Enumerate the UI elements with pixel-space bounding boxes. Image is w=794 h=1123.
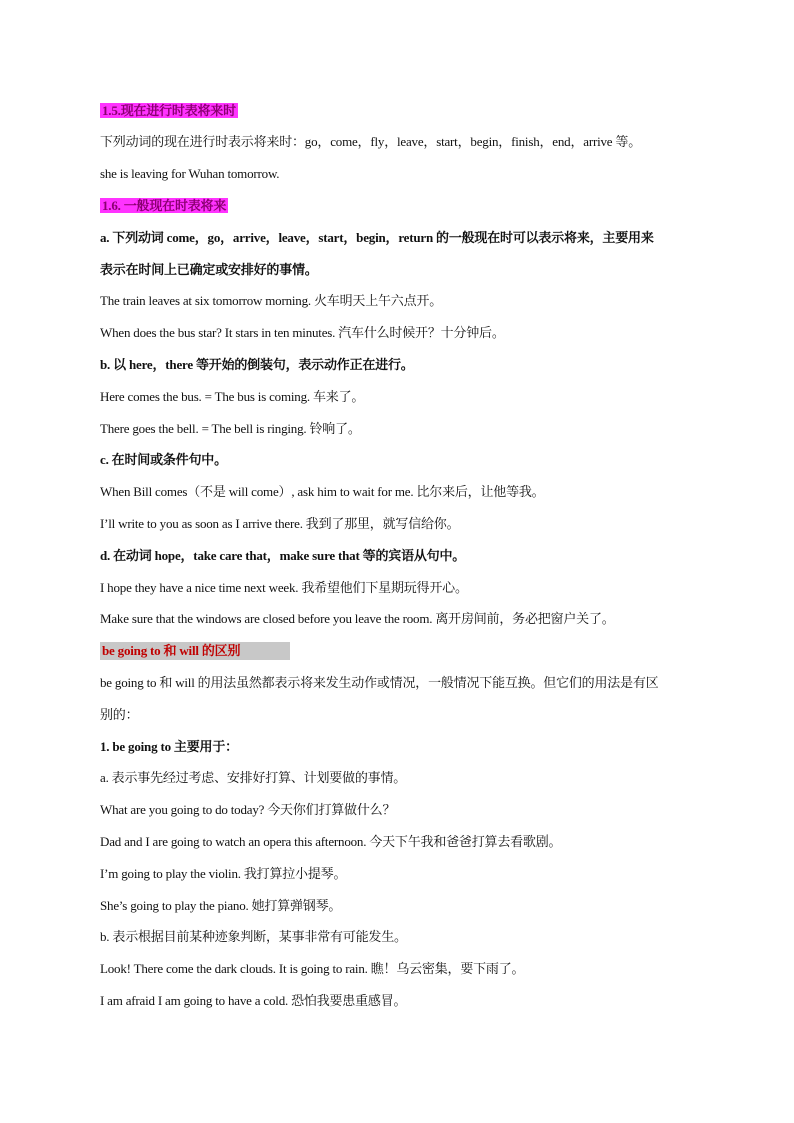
rule-a-title-cont: 表示在时间上已确定或安排好的事情。 [100,262,318,277]
paragraph: be going to 和 will 的用法虽然都表示将来发生动作或情况，一般情况下能互换。但它们的用法是有区 [100,675,659,690]
usage-point-a: a. 表示事先经过考虑、安排好打算、计划要做的事情。 [100,770,407,785]
example-sentence: When Bill comes（不是 will come）, ask him to wait for me. 比尔来后，让他等我。 [100,484,545,499]
section-heading-1-6 [100,197,228,215]
paragraph: 下列动词的现在进行时表示将来时：go，come，fly，leave，start，begin，finish，end，arrive 等。 [100,134,642,149]
example-sentence: I’ll write to you as soon as I arrive there. 我到了那里，就写信给你。 [100,516,460,531]
example-sentence: Here comes the bus. = The bus is coming. 车来了。 [100,389,365,404]
heading-highlight: 1.6. 一般现在时表将来 [102,198,227,213]
example-sentence: Look! There come the dark clouds. It is going to rain. 瞧！乌云密集，要下雨了。 [100,961,525,976]
usage-point-b: b. 表示根据目前某种迹象判断，某事非常有可能发生。 [100,929,407,944]
example-sentence: I hope they have a nice time next week. 我希望他们下星期玩得开心。 [100,580,468,595]
example-sentence: She’s going to play the piano. 她打算弹钢琴。 [100,898,342,913]
example-sentence: There goes the bell. = The bell is ringing. 铃响了。 [100,421,361,436]
example-sentence: When does the bus star? It stars in ten minutes. 汽车什么时候开？十分钟后。 [100,325,505,340]
rule-d-title: d. 在动词 hope，take care that，make sure that 等的宾语从句中。 [100,548,466,563]
example-sentence: What are you going to do today? 今天你们打算做什么？ [100,802,396,817]
section-heading-1-5 [100,102,238,120]
heading-highlight: be going to 和 will 的区别 [100,642,290,660]
heading-highlight: 1.5.现在进行时表将来时 [102,103,236,118]
paragraph-cont: 别的： [100,707,139,722]
example-sentence: she is leaving for Wuhan tomorrow. [100,166,280,181]
example-sentence: Make sure that the windows are closed before you leave the room. 离开房间前，务必把窗户关了。 [100,611,615,626]
usage-title: 1. be going to 主要用于： [100,739,238,754]
rule-a-title: a. 下列动词 come，go，arrive，leave，start，begin，return 的一般现在时可以表示将来，主要用来 [100,230,654,245]
example-sentence: The train leaves at six tomorrow morning. 火车明天上午六点开。 [100,293,442,308]
example-sentence: I’m going to play the violin. 我打算拉小提琴。 [100,866,347,881]
example-sentence: Dad and I are going to watch an opera this afternoon. 今天下午我和爸爸打算去看歌剧。 [100,834,562,849]
rule-c-title: c. 在时间或条件句中。 [100,452,227,467]
section-heading-difference [100,642,290,660]
rule-b-title: b. 以 here，there 等开始的倒装句，表示动作正在进行。 [100,357,414,372]
example-sentence: I am afraid I am going to have a cold. 恐怕我要患重感冒。 [100,993,407,1008]
